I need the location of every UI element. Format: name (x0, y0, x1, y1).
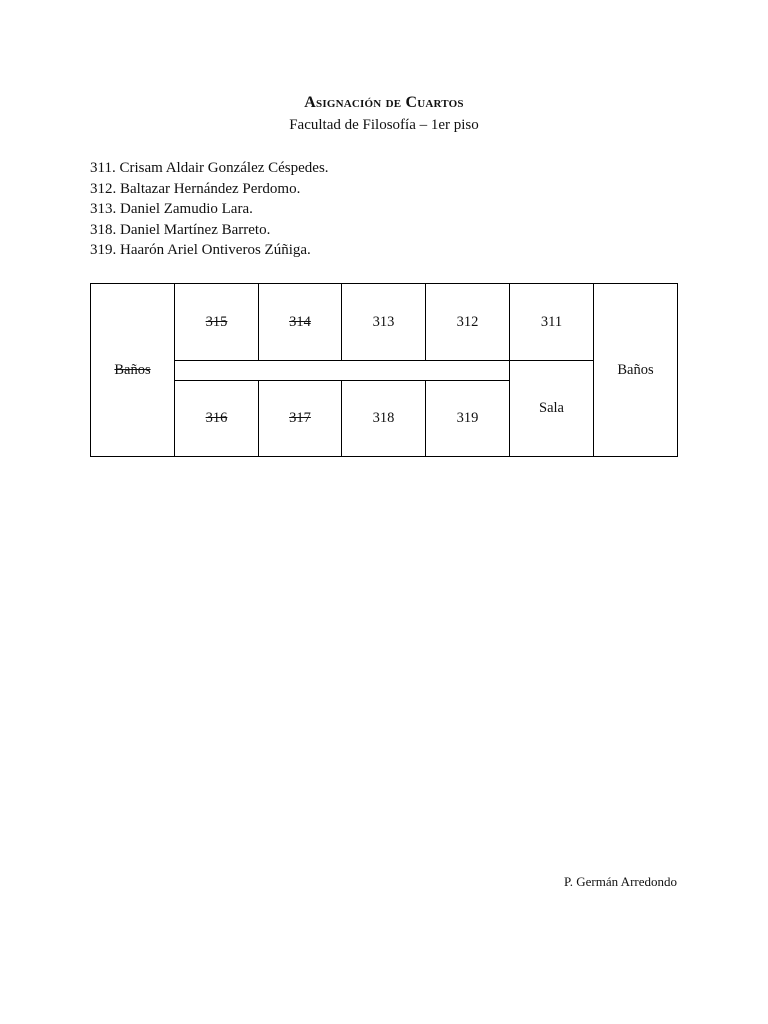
assignment-item: 313. Daniel Zamudio Lara. (90, 201, 253, 218)
right-bathrooms-label: Baños (617, 361, 654, 378)
assignment-item: 319. Haarón Ariel Ontiveros Zúñiga. (90, 242, 311, 259)
room-label: 317 (289, 410, 311, 426)
room-314 (258, 283, 342, 361)
room-316 (174, 380, 259, 457)
document-title: Asignación de Cuartos (304, 94, 464, 111)
assignment-item: 312. Baltazar Hernández Perdomo. (90, 180, 301, 197)
room-label: 313 (372, 313, 395, 330)
room-label: 311 (540, 313, 563, 330)
room-label: 312 (456, 313, 479, 330)
room-313 (341, 283, 426, 361)
room-label: 318 (372, 410, 395, 426)
room-assignment-list (90, 158, 329, 261)
room-label: 314 (289, 313, 311, 330)
left-bathrooms-label: Baños (114, 361, 151, 378)
right-bathrooms (593, 283, 678, 457)
document-subtitle: Facultad de Filosofía – 1er piso (289, 117, 479, 133)
lounge (509, 360, 594, 457)
left-bathrooms (90, 283, 175, 457)
room-312 (425, 283, 510, 361)
floor-plan (90, 283, 678, 457)
room-label: 316 (205, 410, 228, 426)
assignment-item: 311. Crisam Aldair González Céspedes. (90, 160, 329, 176)
signature: P. Germán Arredondo (563, 874, 677, 889)
room-311 (509, 283, 594, 361)
lounge-label: Sala (539, 400, 564, 416)
room-315 (174, 283, 259, 361)
room-label: 319 (456, 410, 479, 426)
room-label: 315 (205, 313, 228, 330)
room-317 (258, 380, 342, 457)
assignment-item: 318. Daniel Martínez Barreto. (90, 221, 271, 238)
room-319 (425, 380, 510, 457)
room-318 (341, 380, 426, 457)
